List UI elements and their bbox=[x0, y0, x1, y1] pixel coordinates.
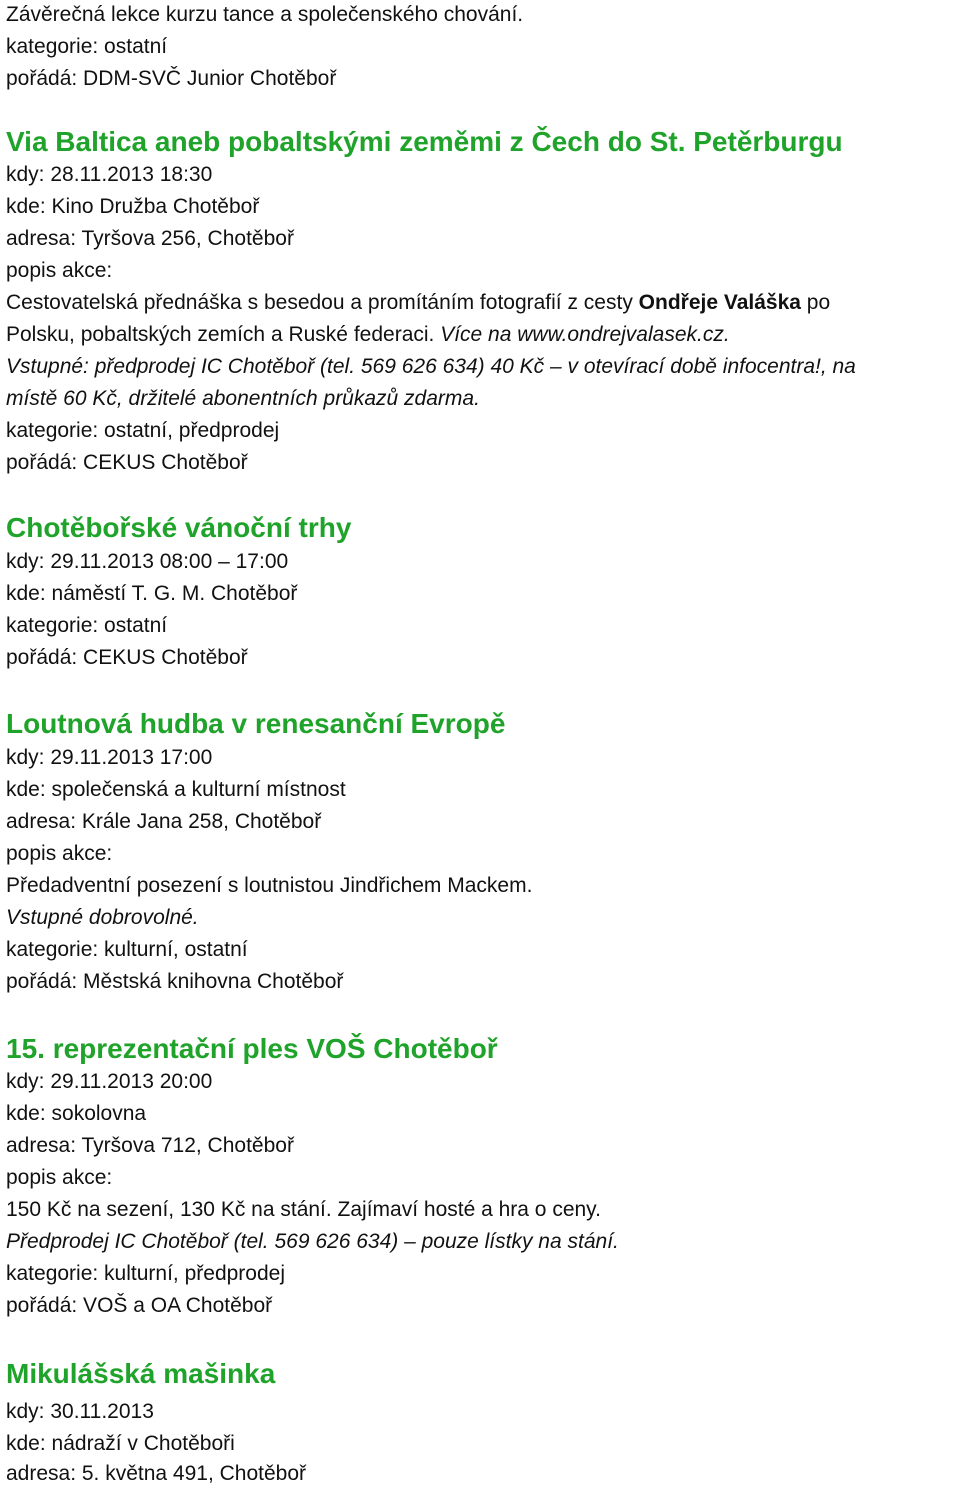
intro-description: Závěrečná lekce kurzu tance a společenského chování. bbox=[6, 3, 524, 26]
event-where: kde: náměstí T. G. M. Chotěboř bbox=[6, 582, 298, 605]
event-title: 15. reprezentační ples VOŠ Chotěboř bbox=[6, 1033, 498, 1064]
intro-category: kategorie: ostatní bbox=[6, 35, 168, 58]
event-admission: Vstupné: předprodej IC Chotěboř (tel. 569 626 634) 40 Kč – v otevírací době infocentra!, na bbox=[6, 355, 856, 378]
event-description: Předadventní posezení s loutnistou Jindřichem Mackem. bbox=[6, 874, 533, 897]
event-admission: místě 60 Kč, držitelé abonentních průkazů zdarma. bbox=[6, 387, 480, 410]
event-when: kdy: 28.11.2013 18:30 bbox=[6, 163, 213, 186]
event-when: kdy: 30.11.2013 bbox=[6, 1400, 154, 1423]
intro-organizer: pořádá: DDM-SVČ Junior Chotěboř bbox=[6, 67, 337, 90]
event-presale: Předprodej IC Chotěboř (tel. 569 626 634) – pouze lístky na stání. bbox=[6, 1230, 619, 1253]
description-text: Polsku, pobaltských zemích a Ruské federaci. bbox=[6, 323, 441, 346]
event-description-line bbox=[6, 287, 830, 319]
event-where: kde: společenská a kulturní místnost bbox=[6, 778, 346, 801]
event-title: Mikulášská mašinka bbox=[6, 1358, 276, 1389]
event-where: kde: Kino Družba Chotěboř bbox=[6, 195, 260, 218]
event-organizer: pořádá: CEKUS Chotěboř bbox=[6, 451, 248, 474]
event-address: adresa: Krále Jana 258, Chotěboř bbox=[6, 810, 322, 833]
event-admission: Vstupné dobrovolné. bbox=[6, 906, 199, 929]
event-organizer: pořádá: CEKUS Chotěboř bbox=[6, 646, 248, 669]
event-organizer: pořádá: Městská knihovna Chotěboř bbox=[6, 970, 344, 993]
event-address: adresa: Tyršova 712, Chotěboř bbox=[6, 1134, 294, 1157]
event-category: kategorie: kulturní, ostatní bbox=[6, 938, 248, 961]
event-address: adresa: 5. května 491, Chotěboř bbox=[6, 1462, 307, 1485]
event-category: kategorie: ostatní bbox=[6, 614, 168, 637]
event-address: adresa: Tyršova 256, Chotěboř bbox=[6, 227, 294, 250]
event-when: kdy: 29.11.2013 20:00 bbox=[6, 1070, 213, 1093]
event-description-label: popis akce: bbox=[6, 1166, 113, 1189]
event-category: kategorie: ostatní, předprodej bbox=[6, 419, 280, 442]
event-where: kde: nádraží v Chotěboři bbox=[6, 1432, 235, 1455]
event-organizer: pořádá: VOŠ a OA Chotěboř bbox=[6, 1294, 273, 1317]
event-when: kdy: 29.11.2013 17:00 bbox=[6, 746, 213, 769]
event-category: kategorie: kulturní, předprodej bbox=[6, 1262, 285, 1285]
event-description-line bbox=[6, 319, 730, 351]
event-description-label: popis akce: bbox=[6, 842, 113, 865]
event-title: Loutnová hudba v renesanční Evropě bbox=[6, 708, 506, 739]
event-description-label: popis akce: bbox=[6, 259, 113, 282]
event-description: 150 Kč na sezení, 130 Kč na stání. Zajímaví hosté a hra o ceny. bbox=[6, 1198, 601, 1221]
lecturer-name: Ondřeje Valáška bbox=[638, 291, 801, 314]
website-reference: Více na www.ondrejvalasek.cz. bbox=[440, 323, 730, 346]
event-where: kde: sokolovna bbox=[6, 1102, 147, 1125]
event-title: Via Baltica aneb pobaltskými zeměmi z Čech do St. Petěrburgu bbox=[6, 126, 843, 157]
event-title: Chotěbořské vánoční trhy bbox=[6, 512, 352, 543]
event-when: kdy: 29.11.2013 08:00 – 17:00 bbox=[6, 550, 289, 573]
description-text: po bbox=[800, 291, 831, 314]
description-text: Cestovatelská přednáška s besedou a promítáním fotografií z cesty bbox=[6, 291, 639, 314]
